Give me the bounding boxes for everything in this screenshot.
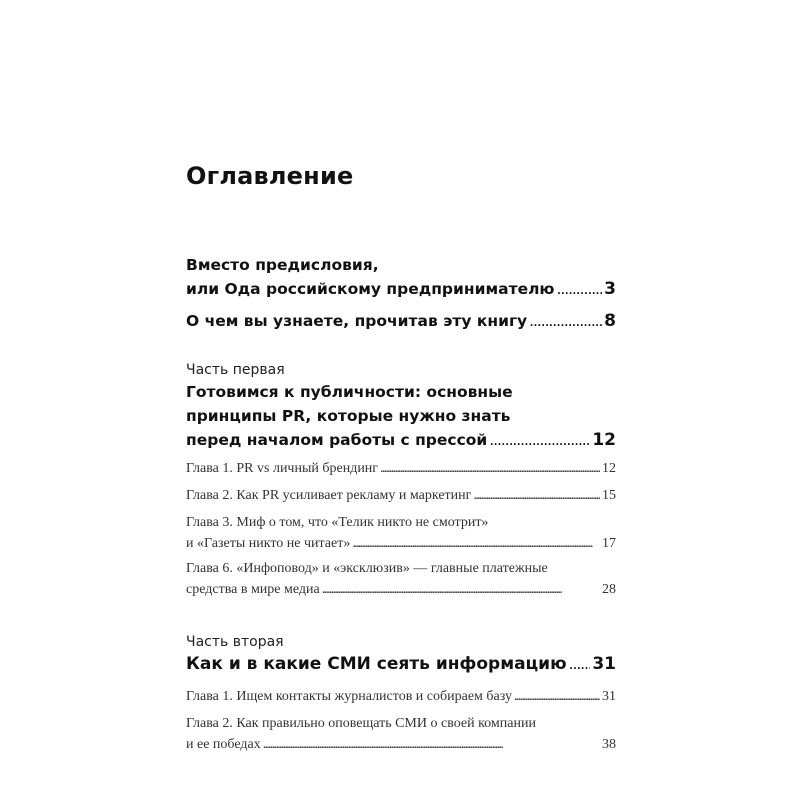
entry-text: перед началом работы с прессой	[186, 431, 488, 449]
entry-last-line	[186, 579, 616, 600]
leader-dots	[263, 734, 600, 755]
toc-chapter[interactable]	[186, 484, 616, 508]
leader-dots	[489, 428, 590, 452]
page-number: 3	[604, 279, 616, 299]
page-number: 38	[602, 737, 616, 752]
page-title: Оглавление	[186, 162, 354, 190]
toc-chapter[interactable]	[186, 685, 616, 709]
leader-dots	[514, 685, 600, 709]
entry-last-line	[186, 457, 616, 481]
toc-entry-what-you-learn[interactable]	[186, 309, 616, 333]
leader-dots	[352, 533, 600, 554]
leader-dots	[322, 579, 600, 600]
entry-text: О чем вы узнаете, прочитав эту книгу	[186, 312, 528, 330]
leader-dots	[473, 484, 600, 508]
page-number: 8	[604, 311, 616, 331]
entry-last-line	[186, 533, 616, 554]
entry-text: Глава 2. Как PR усиливает рекламу и маркетинг	[186, 488, 472, 503]
entry-line: Вместо предисловия,	[186, 256, 379, 274]
entry-text: Глава 1. PR vs личный брендинг	[186, 461, 379, 476]
entry-text: и «Газеты никто не читает»	[186, 536, 351, 551]
toc-entry-foreword[interactable]	[186, 253, 616, 301]
entry-text: Глава 1. Ищем контакты журналистов и собираем базу	[186, 689, 512, 704]
page-number: 17	[602, 536, 616, 551]
page-number: 12	[602, 461, 616, 476]
entry-line: Глава 6. «Инфоповод» и «эксклюзив» — главные платежные	[186, 561, 548, 576]
entry-last-line	[186, 685, 616, 709]
part-label: Часть первая	[186, 362, 285, 378]
toc-part-1-title[interactable]	[186, 380, 616, 452]
entry-last-line	[186, 428, 616, 452]
leader-dots	[380, 457, 600, 481]
entry-line: Готовимся к публичности: основные	[186, 383, 513, 401]
page-number: 28	[602, 582, 616, 597]
page-number: 31	[602, 689, 616, 704]
page-number: 15	[602, 488, 616, 503]
entry-line: Глава 3. Миф о том, что «Телик никто не смотрит»	[186, 515, 489, 530]
toc-chapter[interactable]	[186, 512, 616, 554]
toc-chapter[interactable]	[186, 457, 616, 481]
entry-last-line	[186, 734, 616, 755]
leader-dots	[557, 277, 603, 301]
page-number: 12	[592, 430, 616, 450]
toc-chapter[interactable]	[186, 558, 616, 600]
entry-line: Глава 2. Как правильно оповещать СМИ о своей компании	[186, 716, 536, 731]
entry-line: принципы PR, которые нужно знать	[186, 407, 511, 425]
entry-last-line	[186, 484, 616, 508]
part-label: Часть вторая	[186, 634, 284, 650]
entry-text: и ее победах	[186, 737, 261, 752]
toc-part-2-title[interactable]	[186, 652, 616, 676]
leader-dots	[529, 309, 602, 333]
leader-dots	[569, 652, 591, 676]
page-number: 31	[592, 654, 616, 674]
entry-text: или Ода российскому предпринимателю	[186, 280, 555, 298]
toc-chapter[interactable]	[186, 713, 616, 755]
entry-last-line	[186, 309, 616, 333]
entry-last-line	[186, 277, 616, 301]
entry-text: Как и в какие СМИ сеять информацию	[186, 654, 567, 674]
entry-text: средства в мире медиа	[186, 582, 320, 597]
entry-last-line	[186, 652, 616, 676]
